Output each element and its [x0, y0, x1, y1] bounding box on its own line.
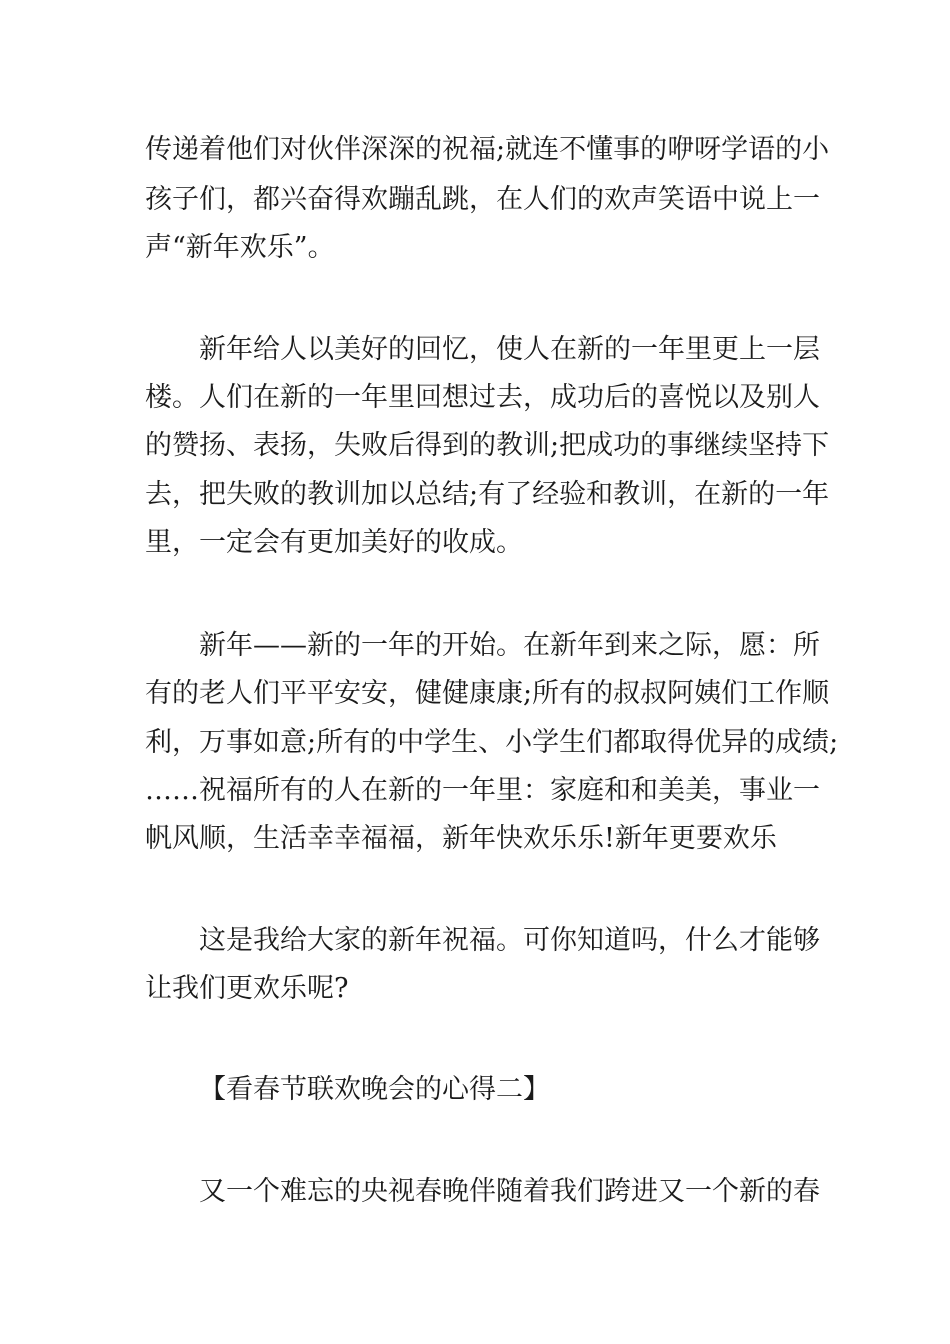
paragraph-1-line-3: 声“新年欢乐”。	[145, 232, 335, 263]
paragraph-4-line-2: 让我们更欢乐呢?	[145, 973, 349, 1004]
paragraph-3-line-3: 利，万事如意;所有的中学生、小学生们都取得优异的成绩;	[145, 727, 839, 758]
paragraph-3-line-5: 帆风顺，生活幸幸福福，新年快欢乐乐!新年更要欢乐	[145, 823, 777, 854]
section-heading: 【看春节联欢晚会的心得二】	[199, 1074, 550, 1105]
paragraph-3-line-1: 新年——新的一年的开始。在新年到来之际，愿：所	[199, 630, 820, 661]
paragraph-3-line-4: ……祝福所有的人在新的一年里：家庭和和美美，事业一	[145, 775, 820, 806]
paragraph-1-line-2: 孩子们，都兴奋得欢蹦乱跳，在人们的欢声笑语中说上一	[145, 184, 820, 215]
paragraph-5-line-1: 又一个难忘的央视春晚伴随着我们跨进又一个新的春	[199, 1176, 820, 1207]
paragraph-4-line-1: 这是我给大家的新年祝福。可你知道吗，什么才能够	[199, 925, 820, 956]
paragraph-3-line-2: 有的老人们平平安安，健健康康;所有的叔叔阿姨们工作顺	[145, 678, 830, 709]
paragraph-2-line-4: 去，把失败的教训加以总结;有了经验和教训，在新的一年	[145, 479, 830, 510]
paragraph-2-line-5: 里，一定会有更加美好的收成。	[145, 527, 523, 558]
paragraph-2-line-1: 新年给人以美好的回忆，使人在新的一年里更上一层	[199, 334, 820, 365]
paragraph-1-line-1: 传递着他们对伙伴深深的祝福;就连不懂事的咿呀学语的小	[145, 134, 830, 165]
paragraph-2-line-2: 楼。人们在新的一年里回想过去，成功后的喜悦以及别人	[145, 382, 820, 413]
paragraph-2-line-3: 的赞扬、表扬，失败后得到的教训;把成功的事继续坚持下	[145, 430, 830, 461]
